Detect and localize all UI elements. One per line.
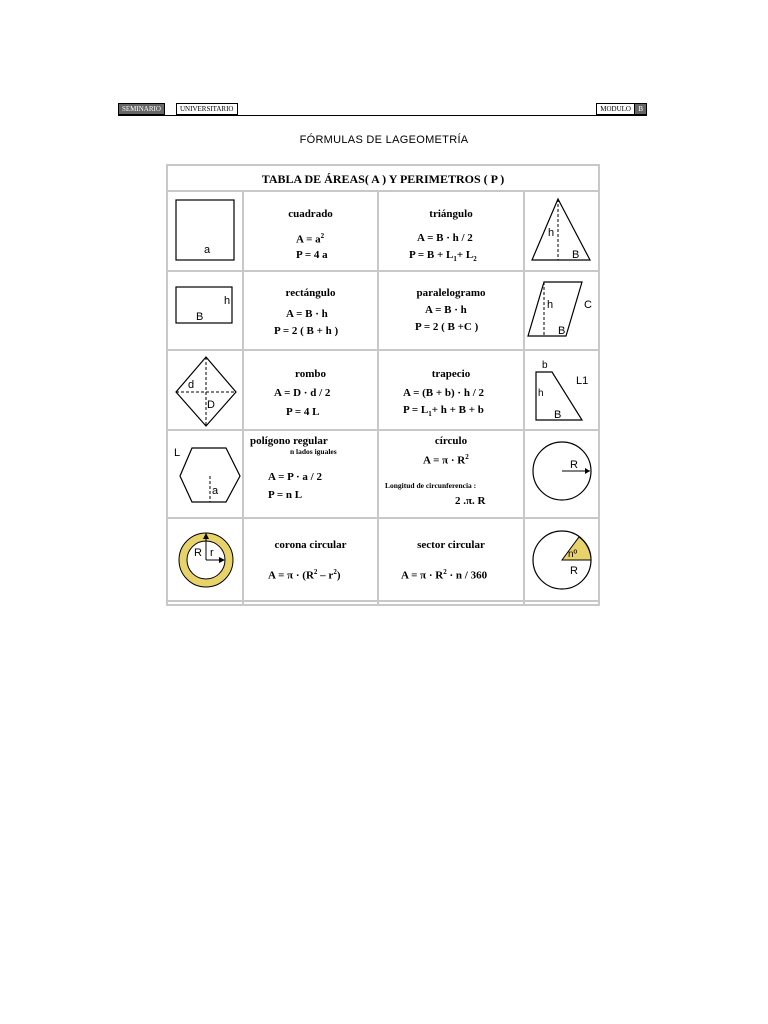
grid-line	[523, 190, 525, 604]
table-title: TABLA DE ÁREAS( A ) Y PERIMETROS ( P )	[168, 166, 598, 192]
cell-rombo	[244, 351, 377, 429]
cell-trapecio	[379, 351, 523, 429]
parallelogram-figure	[526, 276, 596, 346]
page-title: FÓRMULAS DE LAGEOMETRÍA	[299, 134, 469, 146]
shape-name: rectángulo	[285, 287, 336, 299]
rectangle-figure	[174, 282, 240, 332]
cell-corona	[244, 519, 377, 600]
triangle-figure	[528, 196, 594, 266]
shape-name: rombo	[295, 368, 326, 380]
cell-poligono	[244, 431, 377, 517]
svg-text:L1: L1	[576, 375, 589, 387]
svg-text:b: b	[542, 360, 548, 371]
formula-perimeter: $P = L_1+ h + B + b$	[403, 404, 484, 419]
circle-figure	[530, 438, 596, 504]
cell-rectangulo	[244, 272, 377, 349]
shape-name: cuadrado	[288, 208, 333, 220]
formula-area: $A = \pi \cdot R^2 \cdot n / 360$	[401, 568, 488, 582]
grid-line	[168, 600, 598, 602]
shape-note: n lados iguales	[290, 447, 337, 456]
svg-text:B: B	[572, 249, 580, 261]
formula-table	[166, 164, 600, 606]
svg-text:B: B	[558, 325, 566, 337]
circumference-label: Longitud de circunferencia :	[385, 481, 477, 490]
header-module-letter: B	[634, 103, 647, 115]
svg-text:h: h	[538, 388, 544, 399]
annulus-figure	[174, 524, 240, 594]
svg-text:d: d	[188, 379, 195, 391]
svg-text:B: B	[554, 409, 562, 421]
circumference-formula: 2 .π. R	[455, 495, 486, 507]
hexagon-figure	[172, 442, 242, 506]
svg-text:C: C	[584, 299, 592, 311]
formula-area: A = B · h	[286, 308, 328, 320]
formula-area: A = D · d / 2	[274, 387, 331, 399]
rhombus-figure	[174, 354, 240, 428]
svg-text:L: L	[174, 447, 181, 459]
formula-area: $A = a^2$	[296, 232, 325, 246]
svg-text:h: h	[548, 227, 555, 239]
formula-perimeter: P = 2 ( B +C )	[415, 321, 479, 333]
formula-area: A = B · h / 2	[417, 232, 473, 244]
cell-triangulo	[379, 192, 523, 270]
svg-text:D: D	[207, 399, 215, 411]
formula-area: A = B · h	[425, 304, 467, 316]
cell-paralelogramo	[379, 272, 523, 349]
document-header	[118, 103, 647, 116]
sector-figure	[530, 524, 596, 594]
formula-area: A = (B + b) · h / 2	[403, 387, 484, 399]
svg-text:R: R	[194, 547, 202, 559]
shape-name: triángulo	[429, 208, 473, 220]
formula-area: A = P · a / 2	[268, 471, 322, 483]
formula-area: $A = \pi \cdot R^2$	[423, 453, 469, 467]
shape-name: polígono regular	[250, 435, 328, 447]
svg-text:h: h	[547, 299, 554, 311]
formula-perimeter: $P = B + L_1+ L_2$	[409, 249, 477, 264]
formula-perimeter: P = 2 ( B + h )	[274, 325, 339, 337]
cell-sector	[379, 519, 523, 600]
svg-text:nº: nº	[568, 549, 578, 560]
shape-name: corona circular	[274, 539, 347, 551]
svg-text:a: a	[212, 485, 219, 497]
shape-name: paralelogramo	[416, 287, 486, 299]
shape-name: sector circular	[417, 539, 485, 551]
svg-text:r: r	[210, 547, 214, 559]
header-modulo: MODULO	[596, 103, 635, 115]
formula-perimeter: P = 4 a	[296, 249, 328, 261]
shape-name: trapecio	[431, 368, 471, 380]
square-figure	[174, 198, 238, 262]
formula-perimeter: P = n L	[268, 489, 303, 501]
svg-text:h: h	[224, 295, 231, 307]
square-side-label: a	[204, 244, 211, 256]
trapezoid-figure	[528, 356, 596, 426]
shape-name: círculo	[434, 435, 468, 447]
cell-circulo	[379, 431, 523, 517]
svg-text:B: B	[196, 311, 204, 323]
header-seminario: SEMINARIO	[118, 103, 165, 115]
svg-text:R: R	[570, 565, 578, 577]
cell-cuadrado	[244, 192, 377, 270]
formula-perimeter: P = 4 L	[286, 406, 320, 418]
header-universitario: UNIVERSITARIO	[176, 103, 238, 115]
formula-area: $A = \pi \cdot (R^2 - r^2)$	[268, 568, 341, 582]
svg-text:R: R	[570, 459, 578, 471]
